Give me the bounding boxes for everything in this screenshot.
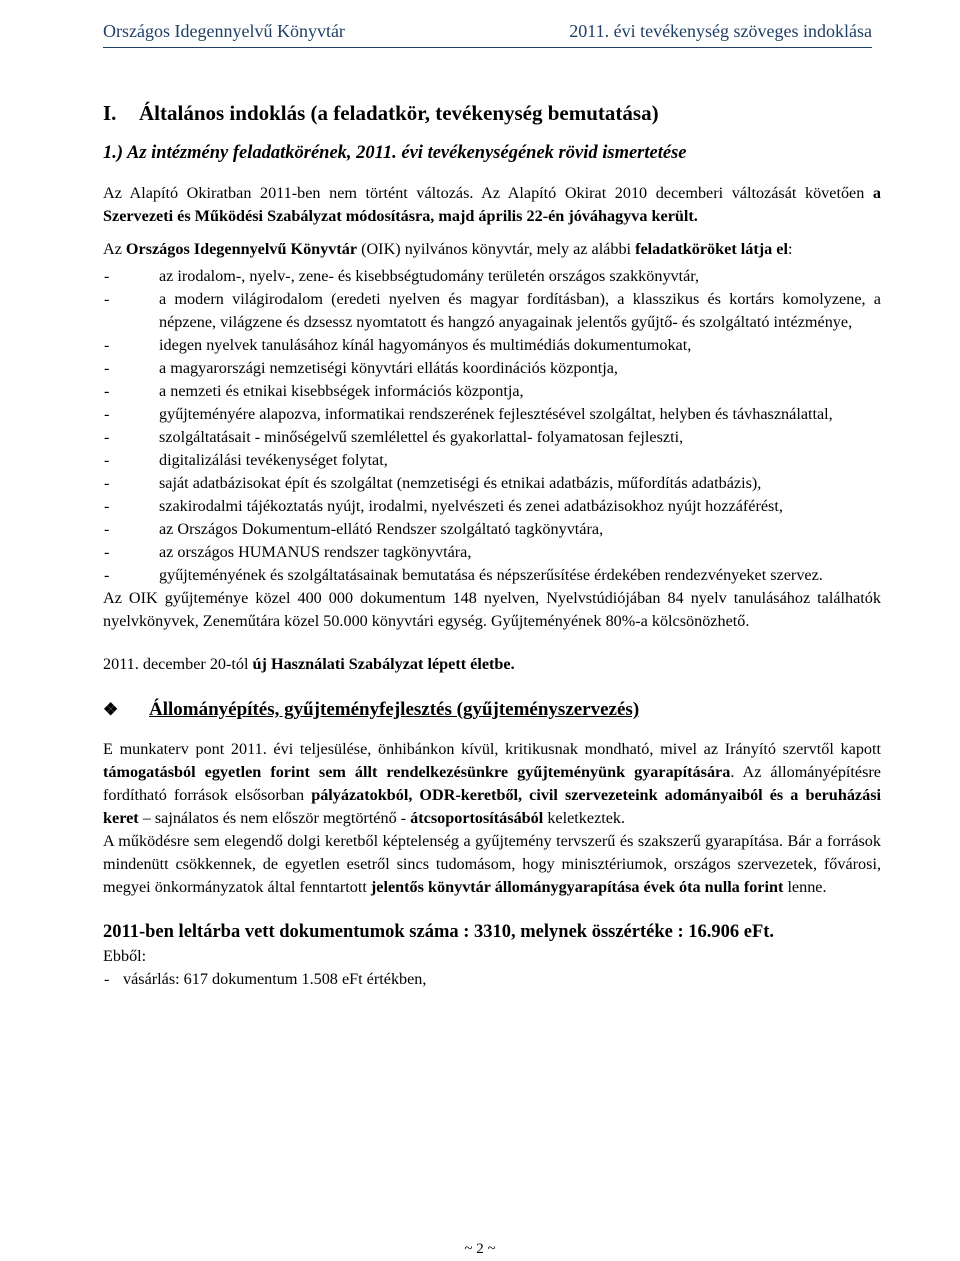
header-right: 2011. évi tevékenység szöveges indoklása bbox=[569, 21, 872, 41]
paragraph-charter: Az Alapító Okiratban 2011-ben nem történt változás. Az Alapító Okirat 2010 decemberi változását követően a Szervezeti és Működési Szabályzat módosításra, majd április 22-én jóváhagyva került. bbox=[103, 184, 881, 225]
list-item: - gyűjteményének és szolgáltatásainak bemutatása és népszerűsítése érdekében rendezvényeket szervez. bbox=[104, 566, 823, 584]
paragraph-rules: 2011. december 20-tól új Használati Szabályzat lépett életbe. bbox=[103, 655, 515, 673]
paragraph-collection: Az OIK gyűjteménye közel 400 000 dokumentum 148 nyelven, Nyelvstúdiójában 84 nyelv tanulásához találhatók nyelvkönyvek, Zeneműtára közel 50.000 könyvtári egység. Gyűjteményének 80%-a kölcsönözhető. bbox=[103, 589, 881, 630]
list-item: - a nemzeti és etnikai kisebbségek információs központja, bbox=[104, 382, 524, 400]
task-list bbox=[103, 265, 881, 587]
list-item: - szakirodalmi tájékoztatás nyújt, irodalmi, nyelvészeti és zenei adatbázisokhoz nyújt hozzáférést, bbox=[104, 497, 783, 515]
diamond-bullet-icon: ❖ bbox=[103, 700, 119, 719]
paragraph-budget: A működésre sem elegendő dolgi keretből képtelenség a gyűjtemény tervszerű és szakszerű gyarapítása. Bár a források mindenütt csökkennek, de egyetlen esetről sincs tudomásom, hogy minisztériumok, országos szervezetek, fővárosi, megyei önkormányzatok által fenntartott jelentős könyvtár állománygyarapítása évek óta nulla forint lenne. bbox=[103, 832, 881, 896]
list-item: - idegen nyelvek tanulásához kínál hagyományos és multimédiás dokumentumokat, bbox=[104, 336, 692, 354]
chapter-heading bbox=[103, 98, 881, 128]
list-item: - az országos HUMANUS rendszer tagkönyvtára, bbox=[104, 543, 472, 561]
list-item: - a modern világirodalom (eredeti nyelven és magyar fordításban), a klasszikus és kortárs komolyzene, a népzene, világzene és dzsessz nyomtatott és hangzó anyagainak jelentős gyűjtő- és szolgáltató intézménye, bbox=[104, 290, 881, 331]
paragraph-funding: E munkaterv pont 2011. évi teljesülése, önhibánkon kívül, kritikusnak mondható, mivel az Irányító szervtől kapott támogatásból egyetlen forint sem állt rendelkezésünkre gyűjteményünk gyarapítására. Az állományépítésre fordítható források elsősorban pályázatokból, ODR-keretből, civil szervezeteink adományaiból és a beruházási keret – sajnálatos és nem először megtörténő - átcsoportosításából keletkeztek. bbox=[103, 740, 881, 827]
page-content bbox=[103, 98, 881, 991]
list-item: - digitalizálási tevékenységet folytat, bbox=[104, 451, 388, 469]
list-item: - az Országos Dokumentum-ellátó Rendszer szolgáltató tagkönyvtára, bbox=[104, 520, 604, 538]
list-item: - vásárlás: 617 dokumentum 1.508 eFt értékben, bbox=[104, 970, 427, 988]
chapter-number: I. bbox=[103, 101, 117, 125]
ebbol-label: Ebből: bbox=[103, 947, 147, 965]
running-header bbox=[103, 18, 872, 48]
list-item: - az irodalom-, nyelv-, zene- és kisebbségtudomány területén országos szakkönyvtár, bbox=[104, 267, 700, 285]
purchase-list bbox=[103, 968, 881, 991]
list-item: - saját adatbázisokat épít és szolgáltat (nemzetiségi és etnikai adatbázis, műfordítás adatbázis), bbox=[104, 474, 762, 492]
list-item: - a magyarországi nemzetiségi könyvtári ellátás koordinációs központja, bbox=[104, 359, 618, 377]
chapter-title: Általános indoklás (a feladatkör, tevékenység bemutatása) bbox=[139, 101, 659, 125]
subsection-heading bbox=[103, 696, 881, 724]
inventory-summary: 2011-ben leltárba vett dokumentumok száma : 3310, melynek összértéke : 16.906 eFt. bbox=[103, 922, 775, 942]
paragraph-library-intro: Az Országos Idegennyelvű Könyvtár (OIK) nyilvános könyvtár, mely az alábbi feladatköröket látja el: bbox=[103, 240, 793, 258]
section-heading: 1.) Az intézmény feladatkörének, 2011. évi tevékenységének rövid ismertetése bbox=[103, 143, 687, 163]
subsection-title: Állományépítés, gyűjteményfejlesztés (gyűjteményszervezés) bbox=[149, 699, 640, 720]
list-item: - szolgáltatásait - minőségelvű szemlélettel és gyakorlattal- folyamatosan fejleszti, bbox=[104, 428, 684, 446]
page-number: ~ 2 ~ bbox=[464, 1241, 496, 1257]
header-left: Országos Idegennyelvű Könyvtár bbox=[103, 21, 345, 41]
list-item: - gyűjteményére alapozva, informatikai rendszerének fejlesztésével szolgáltat, helyben és távhasználattal, bbox=[104, 405, 833, 423]
